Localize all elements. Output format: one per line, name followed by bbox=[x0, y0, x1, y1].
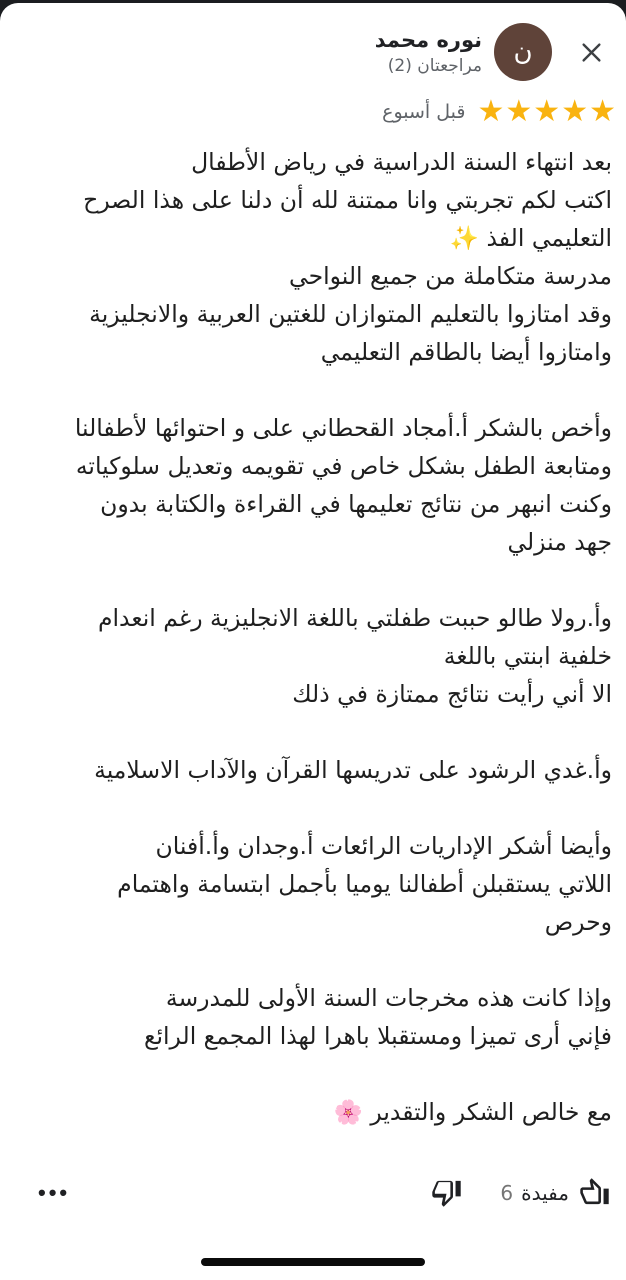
review-actions bbox=[0, 1177, 626, 1208]
star-rating bbox=[477, 94, 616, 129]
thumbs-down-icon bbox=[431, 1177, 462, 1208]
review-header bbox=[0, 3, 626, 81]
close-button[interactable] bbox=[574, 35, 608, 69]
review-bottom-sheet bbox=[0, 3, 626, 1280]
review-timestamp: قبل أسبوع bbox=[382, 101, 466, 123]
close-icon bbox=[578, 39, 605, 66]
user-name: نوره محمد bbox=[374, 28, 482, 52]
avatar[interactable] bbox=[494, 23, 552, 81]
user-review-count: مراجعتان (2) bbox=[387, 56, 482, 76]
rating-row bbox=[0, 94, 626, 129]
thumbs-up-icon bbox=[579, 1177, 610, 1208]
helpful-count: 6 bbox=[500, 1180, 514, 1205]
thumbs-down-button[interactable] bbox=[431, 1177, 462, 1208]
star-icon: ★ bbox=[505, 94, 533, 129]
thumbs-up-button[interactable] bbox=[579, 1177, 610, 1208]
star-icon: ★ bbox=[561, 94, 589, 129]
star-icon: ★ bbox=[477, 94, 505, 129]
star-icon: ★ bbox=[589, 94, 616, 129]
avatar-letter: ن bbox=[513, 37, 533, 67]
helpful-group bbox=[431, 1177, 610, 1208]
star-icon: ★ bbox=[533, 94, 561, 129]
review-text: بعد انتهاء السنة الدراسية في رياض الأطفال اكتب لكم تجربتي وانا ممتنة لله أن دلنا على هذا الصرح التعليمي الفذ ✨ مدرسة متكاملة من جميع النواحي وقد امتازوا بالتعليم المتوازان للغتين العربية والانجليزية وامتازوا أيضا بالطاقم التعليمي وأخص بالشكر أ.أمجاد القحطاني على و احتوائها لأطفالنا ومتابعة الطفل بشكل خاص في تقويمه وتعديل سلوكياته وكنت انبهر من نتائج تعليمها في القراءة والكتابة بدون جهد منزلي وأ.رولا طالو حببت طفلتي باللغة الانجليزية رغم انعدام خلفية ابنتي باللغة الا أني رأيت نتائج ممتازة في ذلك وأ.غدي الرشود على تدريسها القرآن والآداب الاسلامية وأيضا أشكر الإداريات الرائعات أ.وجدان وأ.أفنان اللاتي يستقبلن أطفالنا يوميا بأجمل ابتسامة واهتمام وحرص وإذا كانت هذه مخرجات السنة الأولى للمدرسة فإني أرى تميزا ومستقبلا باهرا لهذا المجمع الرائع مع خالص الشكر والتقدير 🌸 bbox=[74, 148, 612, 1126]
user-info[interactable] bbox=[375, 26, 482, 78]
helpful-label: مفيدة bbox=[521, 1180, 569, 1205]
home-indicator[interactable] bbox=[201, 1258, 425, 1266]
overflow-menu-button[interactable]: ••• bbox=[38, 1179, 71, 1205]
